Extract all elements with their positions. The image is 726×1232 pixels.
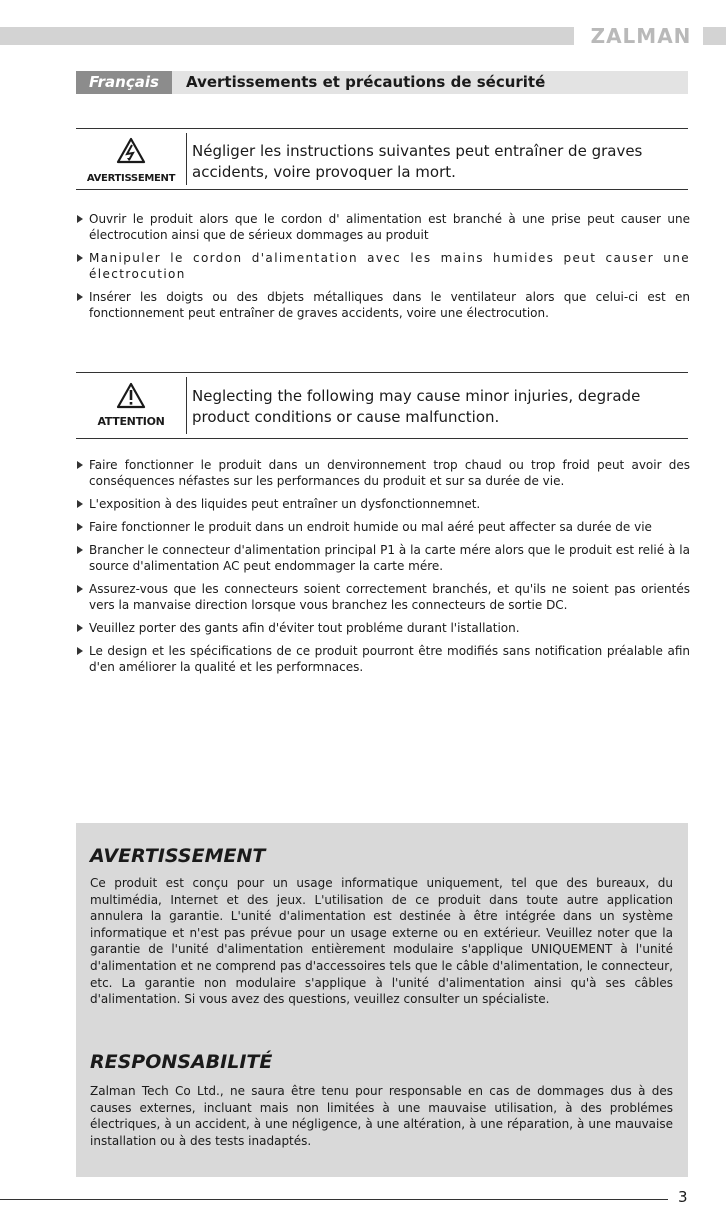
exclamation-warning-icon — [116, 382, 146, 409]
attention-list — [76, 457, 690, 675]
bullet-triangle-icon — [77, 546, 83, 554]
bullet-triangle-icon — [77, 585, 83, 593]
avertissement-paragraph: Ce produit est conçu pour un usage informatique uniquement, tel que des bureaux, du multimédia, Internet et des jeux. L'utilisation de ce produit dans toute autre application annulera la garantie. L'unité d'alimentation est destinée à être intégrée dans un système informatique et n'est pas prévue pour un usage externe ou en extérieur. Veuillez noter que la garantie de l'unité d'alimentation entièrement modulaire s'applique UNIQUEMENT à l'unité d'alimentation et ne comprend pas d'accessoires tels que le câble d'alimentation, le connecteur, etc. La garantie non modulaire s'applique à l'unité d'alimentation ainsi qu'à ses câbles d'alimentation. Si vous avez des questions, veuillez consulter un spécialiste. — [90, 876, 673, 1007]
bullet-triangle-icon — [77, 523, 83, 531]
attention-icon-cell — [76, 373, 186, 438]
page-number: 3 — [678, 1188, 688, 1206]
list-item: Brancher le connecteur d'alimentation principal P1 à la carte mére alors que le produit est relié à la source d'alimentation AC peut endommager la carte mére. — [76, 542, 690, 574]
list-item: Le design et les spécifications de ce produit pourront être modifiés sans notification préalable afin d'en améliorer la qualité et les performnaces. — [76, 643, 690, 675]
list-item: Faire fonctionner le produit dans un denvironnement trop chaud ou trop froid peut avoir des conséquences néfastes sur les performances du produit et sur sa durée de vie. — [76, 457, 690, 489]
language-tag: Français — [76, 71, 172, 94]
list-item: L'exposition à des liquides peut entraîner un dysfonctionnemnet. — [76, 496, 690, 512]
notice-box — [76, 823, 688, 1177]
page-title: Avertissements et précautions de sécurité — [186, 73, 546, 91]
top-brand-bar — [0, 24, 726, 48]
warning-message: Négliger les instructions suivantes peut entraîner de graves accidents, voire provoquer la mort. — [192, 142, 643, 181]
brand-logo: ZALMAN — [590, 24, 692, 48]
bullet-triangle-icon — [77, 215, 83, 223]
warning-icon-cell — [76, 129, 186, 189]
warning-divider — [186, 133, 187, 185]
list-item: Veuillez porter des gants afin d'éviter tout probléme durant l'istallation. — [76, 620, 690, 636]
top-bar-right-stripe — [703, 27, 726, 45]
bullet-triangle-icon — [77, 624, 83, 632]
electric-hazard-icon — [116, 137, 146, 164]
list-item: Ouvrir le produit alors que le cordon d' alimentation est branché à une prise peut causer une électrocution ainsi que de sérieux dommages au produit — [76, 211, 690, 243]
attention-divider — [186, 377, 187, 434]
warning-box — [76, 128, 688, 190]
bullet-triangle-icon — [77, 254, 83, 262]
footer-rule — [0, 1199, 668, 1200]
warning-list — [76, 211, 690, 321]
list-item: Insérer les doigts ou des dbjets métalliques dans le ventilateur alors que celui-ci est en fonctionnement peut entraîner de graves accidents, voire une électrocution. — [76, 289, 690, 321]
attention-message: Neglecting the following may cause minor injuries, degrade product conditions or cause malfunction. — [192, 387, 641, 426]
section-heading — [76, 71, 688, 94]
list-item: Faire fonctionner le produit dans un endroit humide ou mal aéré peut affecter sa durée de vie — [76, 519, 690, 535]
top-bar-left-stripe — [0, 27, 574, 45]
responsabilite-paragraph: Zalman Tech Co Ltd., ne saura être tenu pour responsable en cas de dommages dus à des causes externes, incluant mais non limitées à une mauvaise utilisation, à des problémes électriques, à un accident, à une négligence, à une altération, à une réparation, à une mauvaise installation ou à des tests inadaptés. — [90, 1084, 673, 1148]
attention-label: ATTENTION — [97, 415, 165, 428]
bullet-triangle-icon — [77, 293, 83, 301]
attention-box — [76, 372, 688, 439]
warning-label: AVERTISSEMENT — [86, 173, 176, 184]
bullet-triangle-icon — [77, 500, 83, 508]
bullet-triangle-icon — [77, 461, 83, 469]
list-item: Manipuler le cordon d'alimentation avec les mains humides peut causer une électrocution — [76, 250, 690, 282]
bullet-triangle-icon — [77, 647, 83, 655]
avertissement-heading: AVERTISSEMENT — [90, 845, 266, 867]
list-item: Assurez-vous que les connecteurs soient correctement branchés, et qu'ils ne soient pas orientés vers la manvaise direction lorsque vous branchez les connecteurs de sortie DC. — [76, 581, 690, 613]
responsabilite-heading: RESPONSABILITÉ — [90, 1051, 273, 1073]
